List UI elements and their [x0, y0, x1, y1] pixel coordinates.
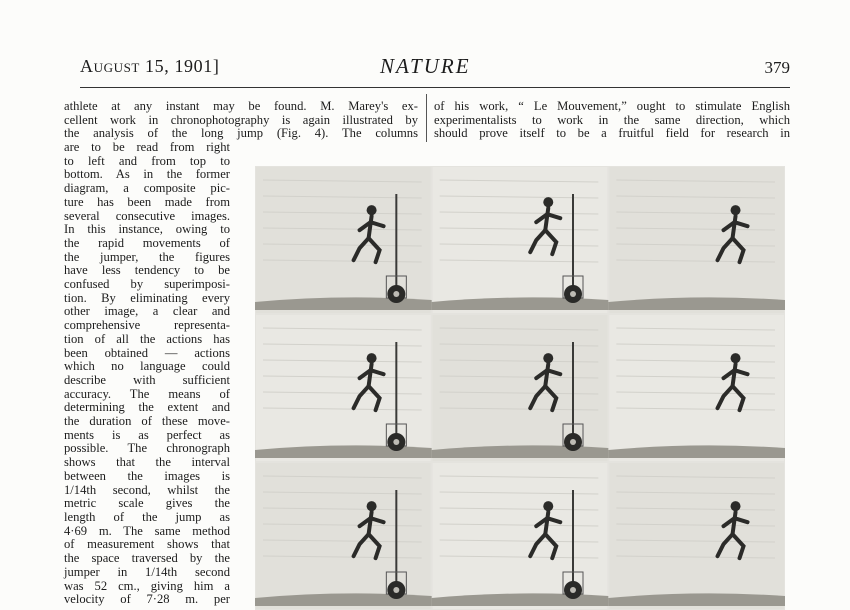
text-line: several consecutive images.: [64, 208, 230, 223]
frame-panel: [432, 463, 609, 609]
text-line: tion of all the actions has: [64, 331, 230, 346]
text-line: of his work, “ Le Mouvement,” ought to stimulate English: [434, 99, 790, 113]
text-line: have less tendency to be: [64, 263, 230, 278]
page-number: 379: [764, 58, 790, 77]
text-line: possible. The chronograph: [64, 441, 230, 456]
text-line: confused by superimposi-: [64, 277, 230, 292]
column-divider: [426, 94, 427, 142]
text-line: comprehensive representa-: [64, 318, 230, 333]
text-line: to left and from top to: [64, 153, 230, 168]
issue-date-month: August: [80, 56, 140, 76]
text-line: jumper in 1/14th second: [64, 564, 230, 579]
text-line: been obtained — actions: [64, 345, 230, 360]
frame-panel: [255, 315, 432, 461]
issue-date-rest: 15, 1901]: [145, 56, 220, 76]
text-line: describe with sufficient: [64, 372, 230, 387]
text-line: athlete at any instant may be found. M. Marey's ex-: [64, 99, 418, 113]
running-header: [80, 56, 790, 84]
frame-panel: [255, 167, 432, 313]
text-line: In this instance, owing to: [64, 222, 230, 237]
text-line: accuracy. The means of: [64, 386, 230, 401]
text-line: was 52 cm., giving him a: [64, 578, 230, 593]
frame-panel: [608, 167, 785, 313]
text-line: diagram, a composite pic-: [64, 181, 230, 196]
text-line: the duration of these move-: [64, 414, 230, 429]
frame-panel: [255, 463, 432, 609]
text-line: other image, a clear and: [64, 304, 230, 319]
text-line: should prove itself to be a fruitful field for research in: [434, 126, 790, 141]
journal-title: NATURE: [380, 54, 471, 78]
long-jump-image-grid: [255, 166, 785, 610]
text-line: ture has been made from: [64, 194, 230, 209]
text-line: shows that the interval: [64, 455, 230, 470]
header-rule: [80, 87, 790, 88]
issue-date: [80, 56, 219, 77]
text-line: bottom. As in the former: [64, 167, 230, 182]
text-line: 1/14th second, whilst the: [64, 482, 230, 497]
text-line: experimentalists to work in the same direction, which: [434, 112, 790, 127]
text-line: ments is as perfect as: [64, 427, 230, 442]
text-line: tion. By eliminating every: [64, 290, 230, 305]
text-line: the space traversed by the: [64, 551, 230, 566]
text-line: between the images is: [64, 468, 230, 483]
text-line: the analysis of the long jump (Fig. 4). The columns: [64, 126, 418, 141]
text-line: 4·69 m. The same method: [64, 523, 230, 538]
text-line: of measurement shows that: [64, 537, 230, 552]
text-line: determining the extent and: [64, 400, 230, 415]
text-line: metric scale gives the: [64, 496, 230, 511]
text-line: velocity of 7·28 m. per: [64, 592, 230, 607]
text-line: cellent work in chronophotography is again illustrated by: [64, 112, 418, 127]
chronophotograph-figure: [255, 166, 785, 610]
right-column-top-text: [434, 100, 790, 141]
text-line: the rapid movements of: [64, 235, 230, 250]
frame-panel: [608, 463, 785, 609]
left-column-narrow-text: [64, 141, 230, 607]
text-line: are to be read from right: [64, 140, 230, 154]
frame-panel: [432, 315, 609, 461]
text-line: the jumper, the figures: [64, 249, 230, 264]
frame-panel: [432, 167, 609, 313]
left-column-top-text: [64, 100, 418, 141]
text-line: length of the jump as: [64, 509, 230, 524]
frame-panel: [608, 315, 785, 461]
text-line: which no language could: [64, 359, 230, 374]
